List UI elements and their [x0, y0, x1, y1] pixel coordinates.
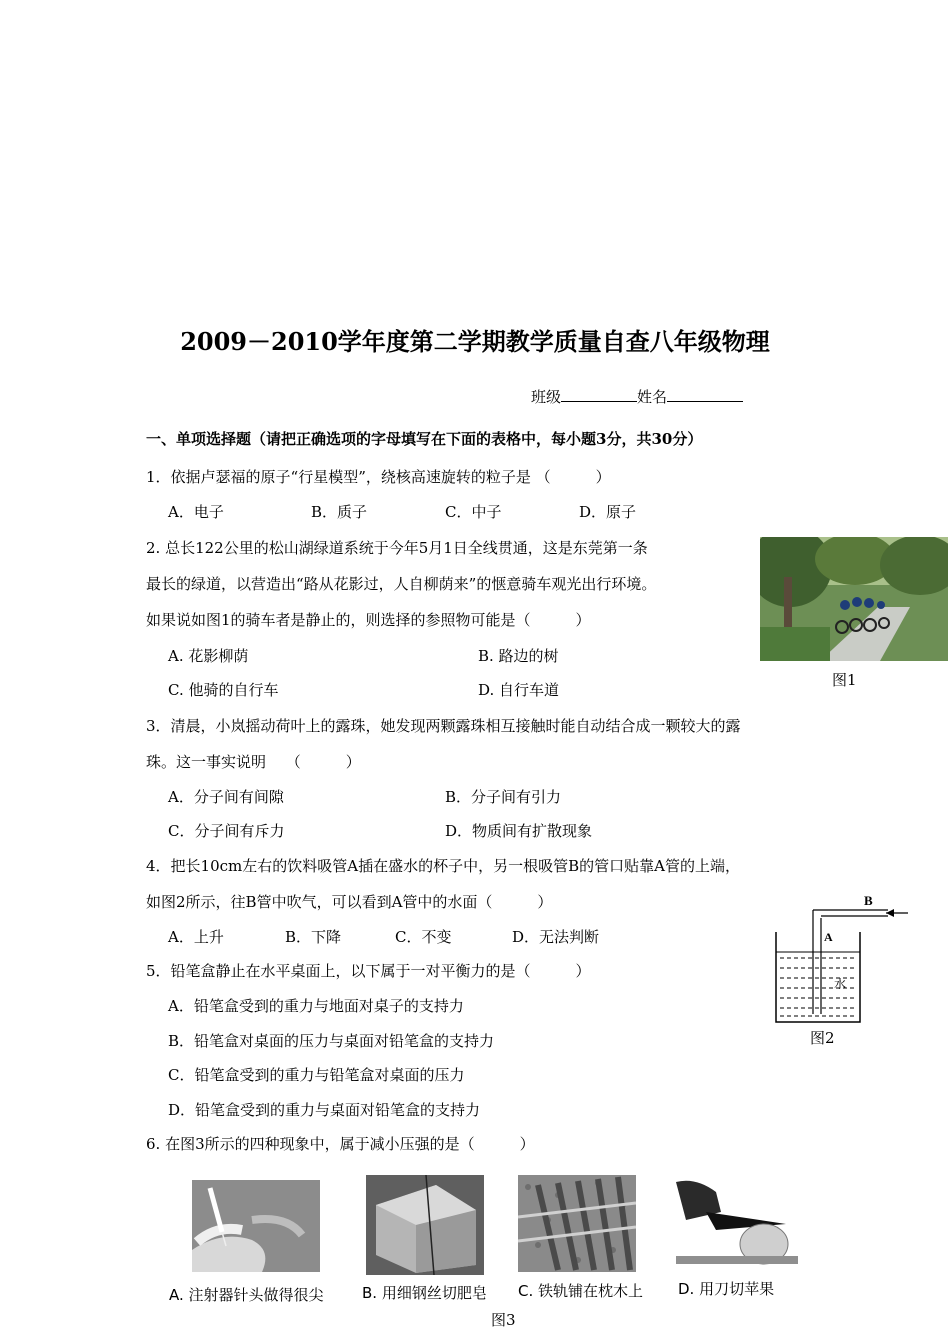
section-heading: 一、单项选择题（请把正确选项的字母填写在下面的表格中，每小题3分，共30分） [146, 430, 703, 448]
q2-option-c: C. 他骑的自行车 [168, 681, 279, 699]
class-blank [561, 387, 637, 402]
question-2-line-3: 如果说如图1的骑车者是静止的，则选择的参照物可能是（ ） [146, 611, 591, 629]
q3-option-a: A．分子间有间隙 [168, 788, 284, 806]
figure-3-syringe-photo [192, 1180, 320, 1272]
q4-option-b: B．下降 [285, 928, 342, 946]
q4-option-d: D．无法判断 [512, 928, 600, 946]
q5-option-c: C．铅笔盒受到的重力与铅笔盒对桌面的压力 [168, 1066, 465, 1084]
q5-option-b: B．铅笔盒对桌面的压力与桌面对铅笔盒的支持力 [168, 1032, 495, 1050]
question-4-line-1: 4．把长10cm左右的饮料吸管A插在盛水的杯子中，另一根吸管B的管口贴靠A管的上端， [146, 857, 740, 875]
q5-option-d: D．铅笔盒受到的重力与桌面对铅笔盒的支持力 [168, 1101, 481, 1119]
q2-option-d: D. 自行车道 [478, 681, 560, 699]
figure-3-caption-b: B. 用细钢丝切肥皂 [362, 1284, 487, 1302]
question-1-text: 1．依据卢瑟福的原子“行星模型”，绕核高速旋转的粒子是 （ ） [146, 468, 611, 486]
name-label: 姓名 [637, 388, 668, 406]
q1-option-d: D．原子 [579, 503, 637, 521]
figure-2-label-water: 水 [834, 977, 847, 991]
figure-2-caption: 图2 [810, 1029, 835, 1047]
q3-option-d: D．物质间有扩散现象 [445, 822, 593, 840]
question-2-line-2: 最长的绿道，以营造出“路从花影过，人自柳荫来”的惬意骑车观光出行环境。 [146, 575, 657, 593]
figure-3-caption-a: A. 注射器针头做得很尖 [169, 1286, 324, 1304]
figure-3-rails-photo [518, 1175, 636, 1272]
question-3-line-1: 3．清晨，小岚摇动荷叶上的露珠，她发现两颗露珠相互接触时能自动结合成一颗较大的露 [146, 717, 741, 735]
figure-3-caption-d: D. 用刀切苹果 [678, 1280, 775, 1298]
question-6-text: 6. 在图3所示的四种现象中，属于减小压强的是（ ） [146, 1135, 535, 1153]
question-5-text: 5．铅笔盒静止在水平桌面上，以下属于一对平衡力的是（ ） [146, 962, 591, 980]
q1-option-c: C．中子 [445, 503, 502, 521]
q1-option-a: A．电子 [168, 503, 224, 521]
class-label: 班级 [531, 388, 562, 406]
q4-option-c: C．不变 [395, 928, 452, 946]
q2-option-b: B. 路边的树 [478, 647, 559, 665]
q5-option-a: A．铅笔盒受到的重力与地面对桌子的支持力 [168, 997, 464, 1015]
question-4-line-2: 如图2所示，往B管中吹气，可以看到A管中的水面（ ） [146, 893, 553, 911]
q3-option-c: C．分子间有斥力 [168, 822, 285, 840]
q2-option-a: A. 花影柳荫 [168, 647, 249, 665]
figure-2-beaker-diagram [768, 890, 913, 1030]
figure-3-apple-knife-photo [676, 1172, 798, 1267]
page-title: 2009－2010学年度第二学期教学质量自查八年级物理 [180, 327, 770, 356]
q3-option-b: B．分子间有引力 [445, 788, 562, 806]
question-3-line-2: 珠。这一事实说明 （ ） [146, 753, 361, 771]
figure-1-cyclists-photo [760, 537, 948, 661]
name-blank [667, 387, 743, 402]
figure-3-caption-c: C. 铁轨铺在枕木上 [518, 1282, 644, 1300]
q1-option-b: B．质子 [311, 503, 368, 521]
question-2-line-1: 2. 总长122公里的松山湖绿道系统于今年5月1日全线贯通，这是东莞第一条 [146, 539, 648, 557]
figure-2-label-a: A [824, 930, 833, 944]
q4-option-a: A．上升 [168, 928, 224, 946]
figure-1-caption: 图1 [832, 671, 857, 689]
student-info [531, 386, 743, 407]
figure-3-soap-photo [366, 1175, 484, 1275]
figure-3-caption: 图3 [491, 1311, 516, 1329]
figure-2-label-b: B [864, 893, 873, 908]
